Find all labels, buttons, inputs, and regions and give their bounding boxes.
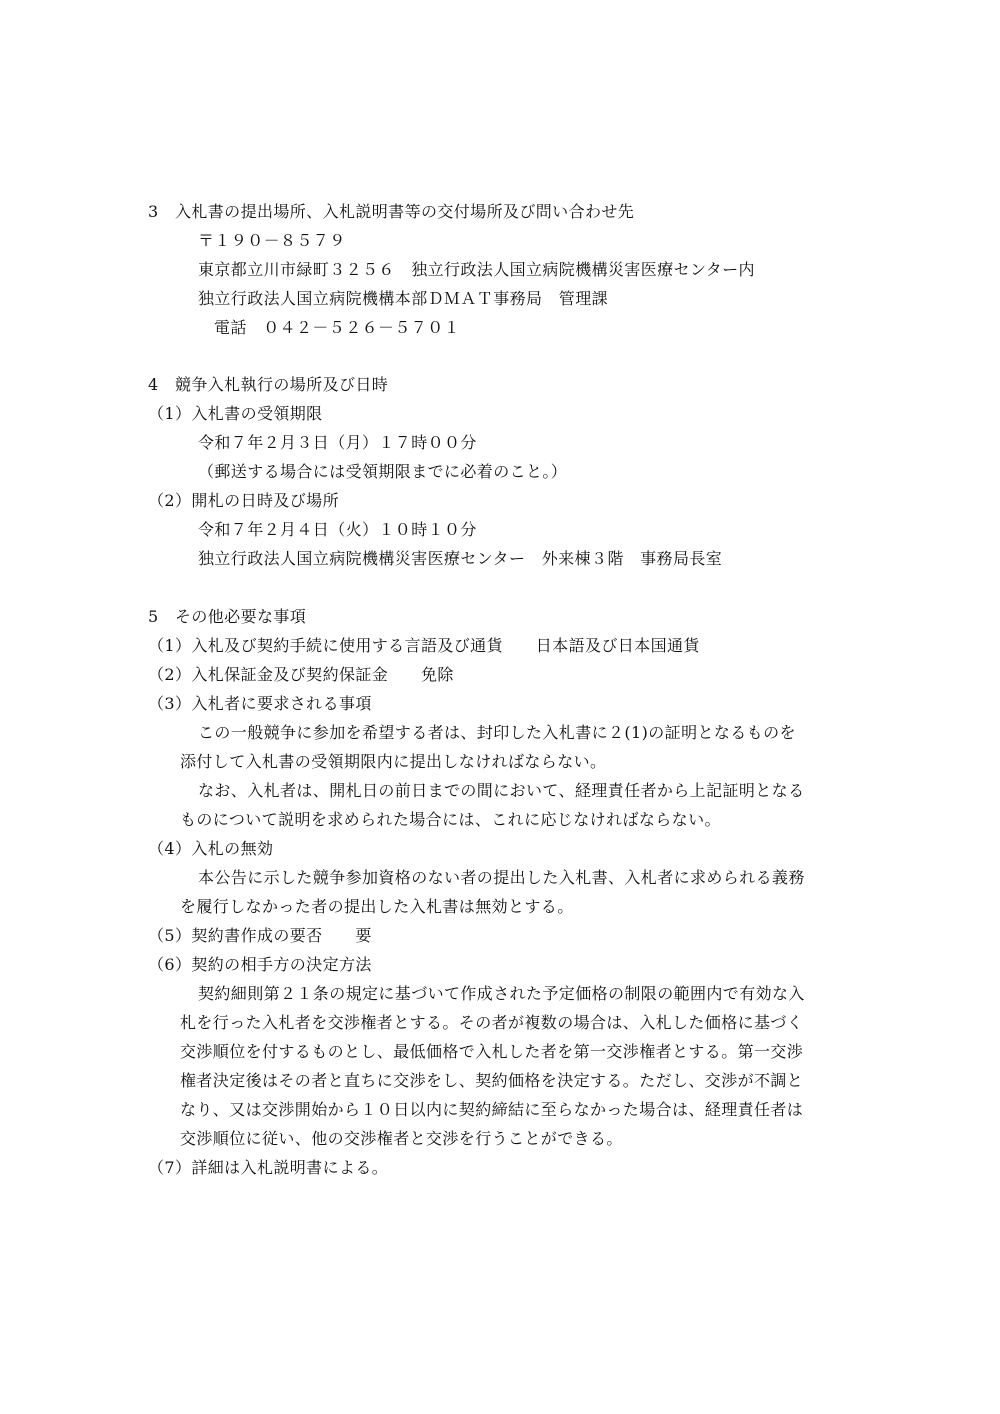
sec5-item6-label: （6）契約の相手方の決定方法 (148, 955, 372, 974)
sec5-item6-line2: 札を行った入札者を交渉権者とする。その者が複数の場合は、入札した価格に基づく (180, 1013, 804, 1032)
sec5-item3-p1-line1: この一般競争に参加を希望する者は、封印した入札書に２(1)の証明となるものを (198, 723, 796, 742)
sec5-item6-line5: なり、又は交渉開始から１０日以内に契約締結に至らなかった場合は、経理責任者は (180, 1100, 804, 1119)
sec5-item6-line3: 交渉順位を付するものとし、最低価格で入札した者を第一交渉権者とする。第一交渉 (180, 1042, 804, 1061)
sec4-item1-note: （郵送する場合には受領期限までに必着のこと。） (198, 462, 568, 481)
sec5-item3-label: （3）入札者に要求される事項 (148, 694, 372, 713)
sec5-item6-line4: 権者決定後はその者と直ちに交渉をし、契約価格を決定する。ただし、交渉が不調と (180, 1071, 804, 1090)
sec5-item2: （2）入札保証金及び契約保証金 免除 (148, 665, 454, 684)
sec5-item3-p2-line1: なお、入札者は、開札日の前日までの間において、経理責任者から上記証明となる (198, 781, 805, 800)
sec5-item7: （7）詳細は入札説明書による。 (148, 1158, 389, 1177)
department-line: 独立行政法人国立病院機構本部ＤＭＡＴ事務局 管理課 (198, 289, 609, 308)
sec5-item1: （1）入札及び契約手続に使用する言語及び通貨 日本語及び日本国通貨 (148, 636, 700, 655)
sec5-item4-line1: 本公告に示した競争参加資格のない者の提出した入札書、入札者に求められる義務 (198, 868, 805, 887)
sec4-item1-label: （1）入札書の受領期限 (148, 404, 323, 423)
address-line: 東京都立川市緑町３２５６ 独立行政法人国立病院機構災害医療センター内 (198, 260, 755, 279)
sec5-item6-line6: 交渉順位に従い、他の交渉権者と交渉を行うことができる。 (180, 1129, 623, 1148)
sec4-item2-date: 令和７年２月４日（火）１０時１０分 (198, 520, 477, 539)
sec5-item4-line2: を履行しなかった者の提出した入札書は無効とする。 (180, 897, 574, 916)
sec4-item2-label: （2）開札の日時及び場所 (148, 491, 339, 510)
section-3-heading: 3 入札書の提出場所、入札説明書等の交付場所及び問い合わせ先 (148, 202, 635, 221)
sec5-item6-line1: 契約細則第２１条の規定に基づいて作成された予定価格の制限の範囲内で有効な入 (198, 984, 805, 1003)
section-4-heading: 4 競争入札執行の場所及び日時 (148, 375, 389, 394)
sec5-item3-p2-line2: ものについて説明を求められた場合には、これに応じなければならない。 (180, 810, 721, 829)
phone-line: 電話 ０４２－５２６－５７０１ (214, 318, 461, 337)
sec4-item2-place: 独立行政法人国立病院機構災害医療センター 外来棟３階 事務局長室 (198, 549, 723, 568)
sec5-item3-p1-line2: 添付して入札書の受領期限内に提出しなければならない。 (180, 752, 607, 771)
sec5-item5: （5）契約書作成の要否 要 (148, 926, 372, 945)
sec4-item1-date: 令和７年２月３日（月）１７時００分 (198, 433, 477, 452)
sec5-item4-label: （4）入札の無効 (148, 839, 274, 858)
section-5-heading: 5 その他必要な事項 (148, 607, 307, 626)
postal-code: 〒１９０－８５７９ (198, 231, 346, 250)
